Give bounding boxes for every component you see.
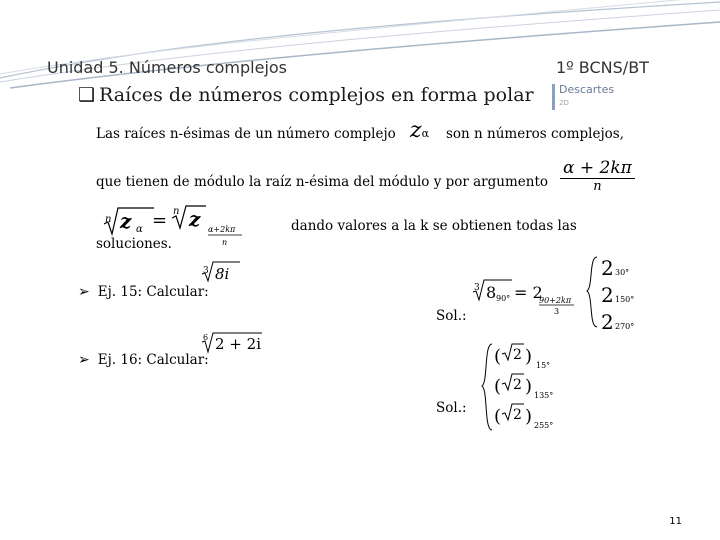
svg-text:135°: 135° <box>534 391 554 400</box>
ex15-sol-index: 3 <box>474 283 480 293</box>
paragraph-1-right: son n números complejos, <box>446 126 624 142</box>
ex15-sol-sub-num: 90+2kπ <box>539 296 572 305</box>
formula-equals: = <box>152 210 168 231</box>
ex15-result-2 <box>601 283 634 307</box>
svg-text:2: 2 <box>601 310 614 333</box>
logo-text: Descartes <box>559 83 615 96</box>
example-16-results <box>480 340 570 436</box>
logo-sub: 2D <box>559 99 569 107</box>
example-15-sol-label: Sol.: <box>436 308 467 324</box>
svg-text:255°: 255° <box>534 421 554 430</box>
argument-denominator: n <box>593 179 602 194</box>
ex15-result-1 <box>601 256 629 280</box>
formula-sub-numerator: α+2kπ <box>208 225 236 234</box>
paragraph-2: que tienen de módulo la raíz n-ésima del módulo y por argumento <box>96 174 549 190</box>
svg-text:2: 2 <box>513 347 522 363</box>
example-16-expression <box>200 330 270 356</box>
paragraph-3-left: soluciones. <box>96 236 172 252</box>
ex16-index: 6 <box>203 333 209 342</box>
formula-index-left: n <box>105 214 112 225</box>
example-15 <box>78 284 209 300</box>
ex15-sol-sub-den: 3 <box>554 307 560 316</box>
unit-title: Unidad 5. Números complejos <box>47 58 288 77</box>
svg-text:(: ( <box>494 376 502 397</box>
svg-text:2: 2 <box>601 283 614 307</box>
ex15-sol-radicand-sub: 90° <box>496 294 511 303</box>
page-number: 11 <box>669 516 682 527</box>
svg-text:30°: 30° <box>615 268 630 277</box>
formula-alpha-left: α <box>136 224 143 235</box>
slide-title-text: Raíces de números complejos en forma polar <box>99 84 534 106</box>
svg-text:(: ( <box>494 406 502 427</box>
svg-text:): ) <box>525 346 533 367</box>
arrow-icon: ➢ <box>78 284 90 300</box>
svg-text:15°: 15° <box>536 361 551 370</box>
ex16-radicand: 2 + 2i <box>215 335 261 353</box>
title-bullet-icon: ❑ <box>78 84 96 106</box>
example-15-label: Ej. 15: Calcular: <box>97 284 209 300</box>
z-symbol: z <box>410 118 422 143</box>
ex15-sol-radicand: 8 <box>486 283 497 302</box>
svg-text:2: 2 <box>513 407 522 423</box>
ex16-result-3 <box>494 404 553 430</box>
example-15-solution-formula <box>470 276 590 320</box>
argument-fraction <box>560 158 635 194</box>
alpha-subscript: α <box>421 127 430 140</box>
svg-text:): ) <box>525 376 533 397</box>
formula-z-left: z <box>120 209 132 233</box>
argument-numerator: α + 2kπ <box>560 158 635 179</box>
svg-text:2: 2 <box>513 377 522 393</box>
descartes-logo <box>552 84 629 110</box>
example-15-results <box>585 253 655 333</box>
slide-title <box>78 84 534 106</box>
formula-index-right: n <box>173 206 180 217</box>
paragraph-1-left: Las raíces n-ésimas de un número complejo <box>96 126 396 142</box>
example-16-sol-label: Sol.: <box>436 400 467 416</box>
paragraph-3-right: dando valores a la k se obtienen todas las <box>291 218 577 234</box>
ex15-index: 3 <box>203 266 209 276</box>
ex15-result-3 <box>601 310 634 333</box>
svg-text:270°: 270° <box>615 322 635 331</box>
example-16 <box>78 352 209 368</box>
svg-text:150°: 150° <box>615 295 635 304</box>
formula-z-right: z <box>189 207 201 231</box>
formula-sub-denominator: n <box>222 238 228 247</box>
arrow-icon: ➢ <box>78 352 90 368</box>
svg-text:): ) <box>525 406 533 427</box>
ex16-result-1 <box>494 344 550 370</box>
z-alpha-symbol <box>410 118 429 143</box>
svg-text:2: 2 <box>601 256 614 280</box>
ex15-sol-equals: = 2 <box>514 283 543 302</box>
ex16-result-2 <box>494 374 553 400</box>
svg-text:(: ( <box>494 346 502 367</box>
course-label: 1º BCNS/BT <box>556 58 649 77</box>
ex15-radicand: 8i <box>215 265 230 283</box>
example-15-expression <box>200 258 250 284</box>
example-16-label: Ej. 16: Calcular: <box>97 352 209 368</box>
